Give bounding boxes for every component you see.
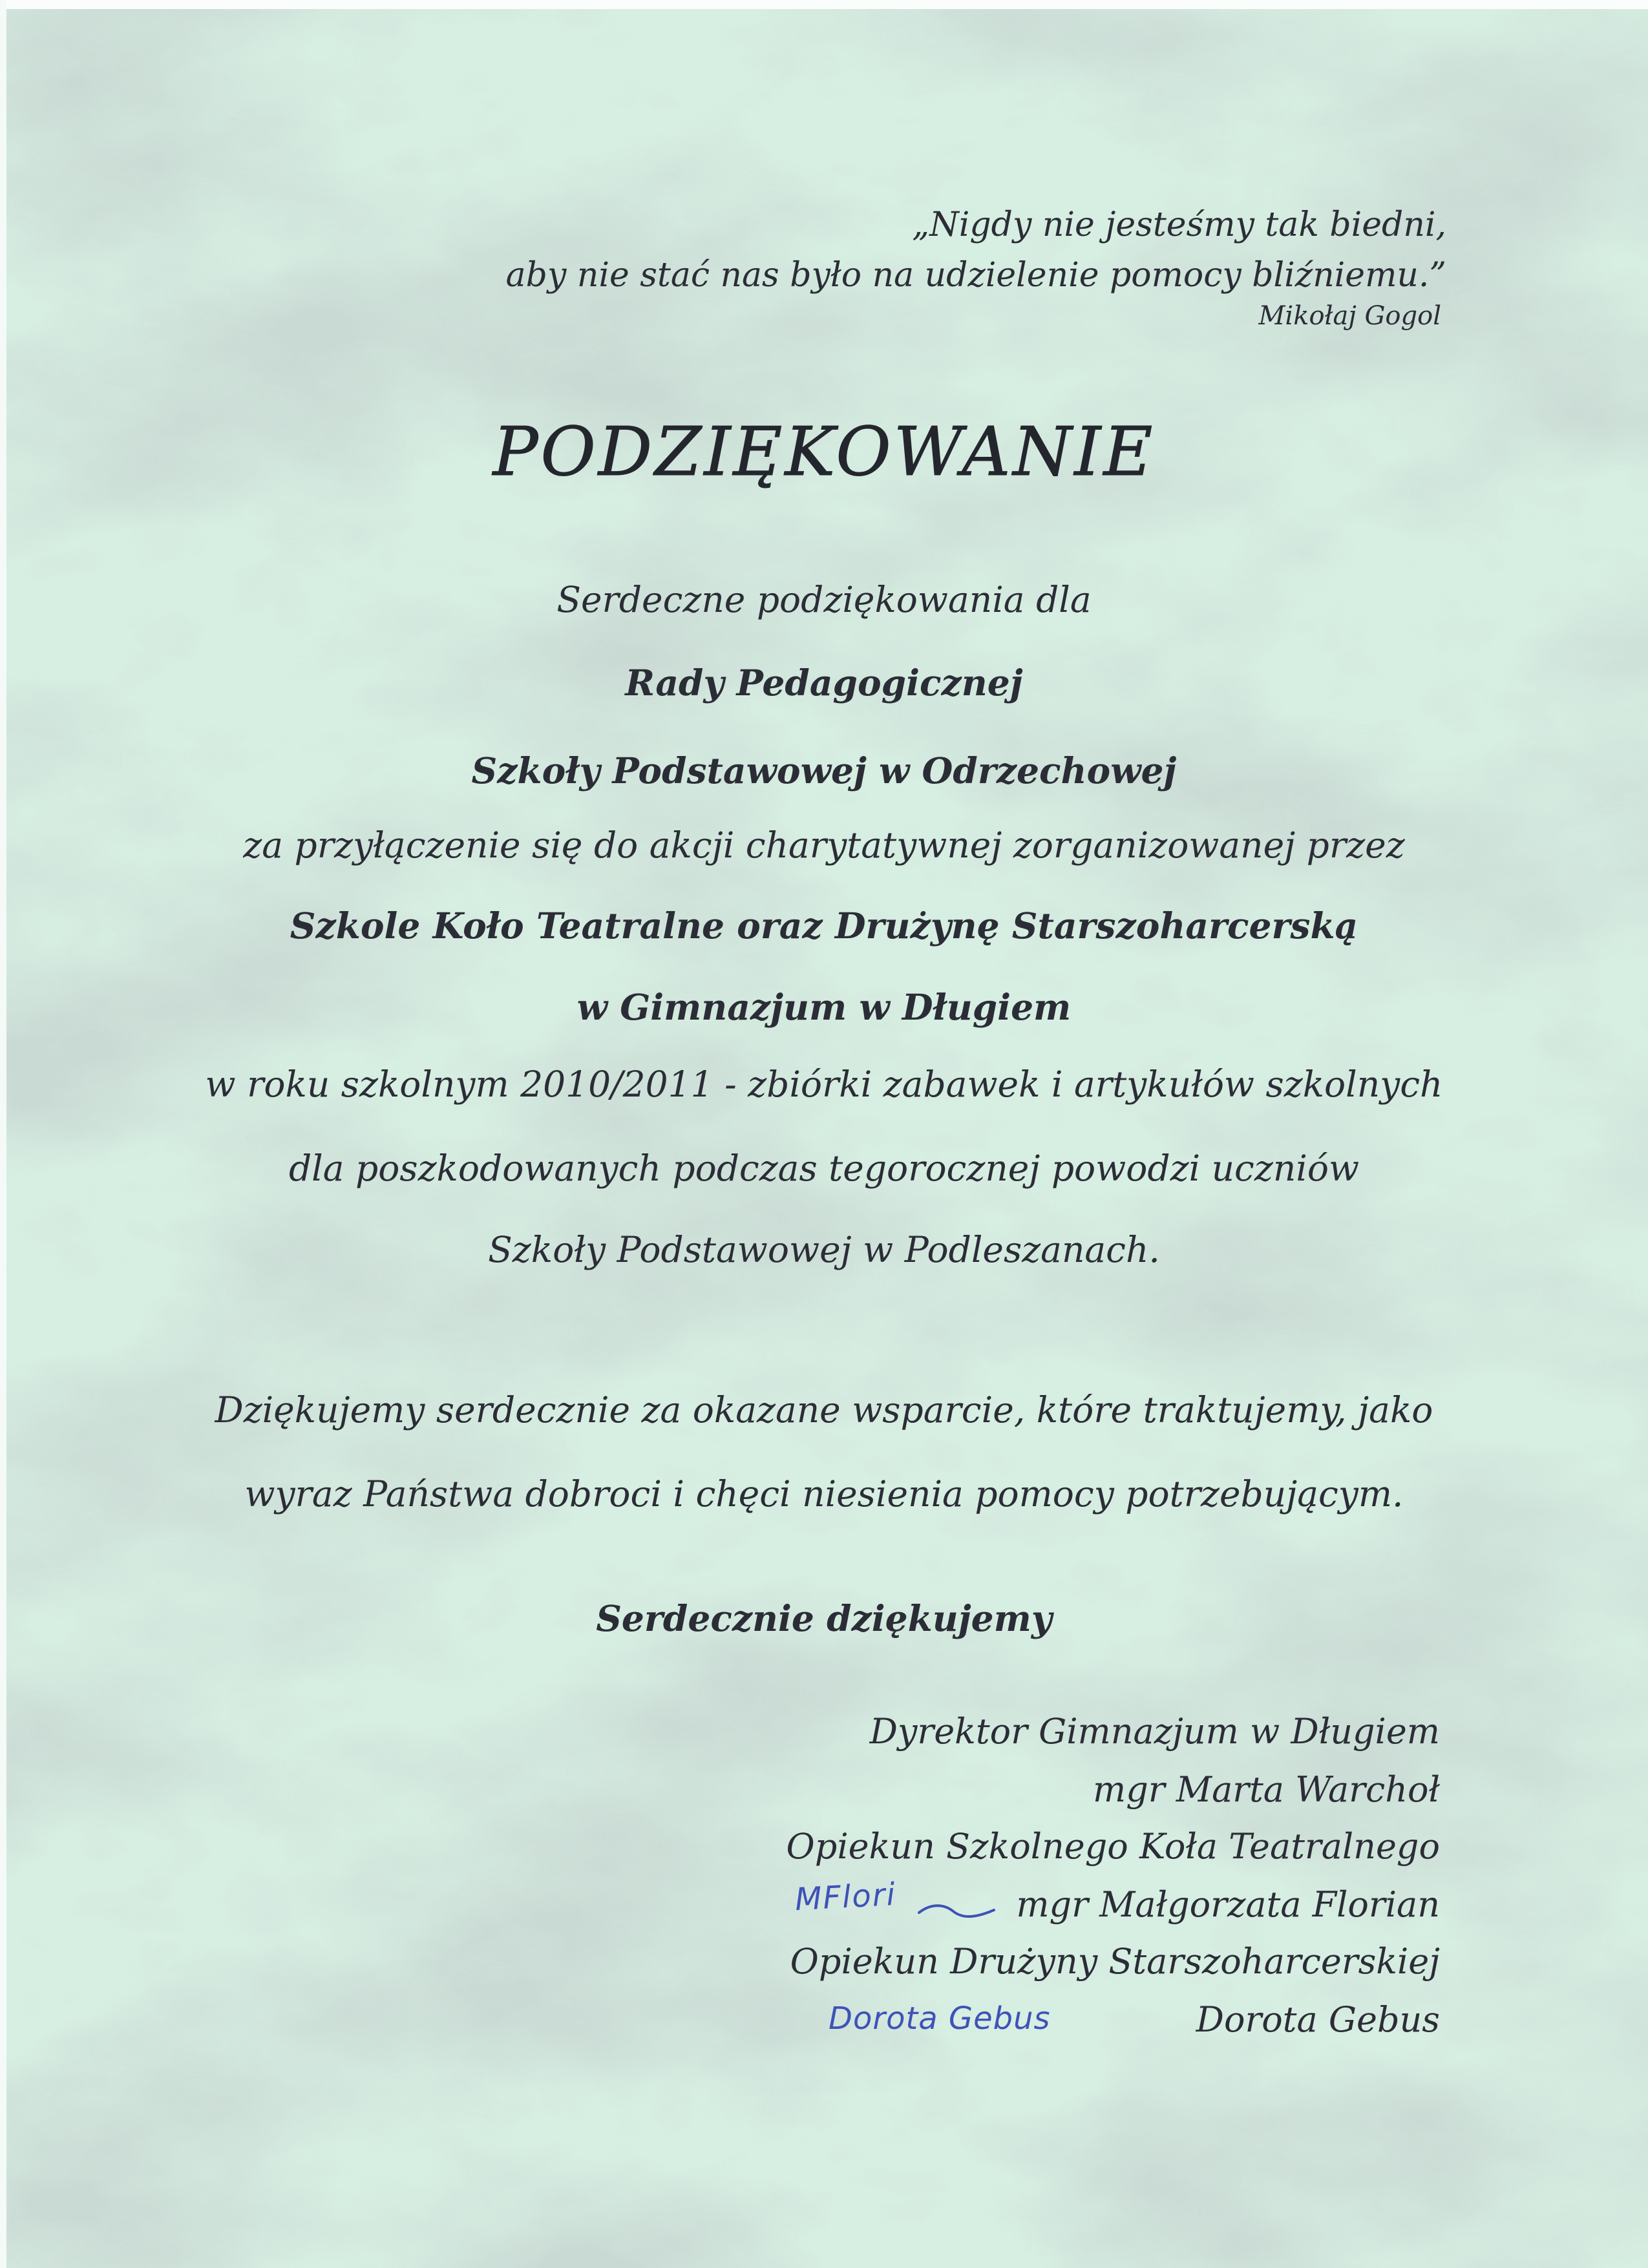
dedication-line: Serdeczne podziękowania dla [556, 579, 1092, 620]
quote-line-2: aby nie stać nas było na udzielenie pomocy bliźniemu.” [505, 256, 1446, 295]
handwritten-signature-2: Dorota Gebus [829, 2000, 1051, 2037]
signature-name-1: mgr Marta Warchoł [1093, 1769, 1440, 1810]
action-line-3: Szkoły Podstawowej w Podleszanach. [488, 1229, 1160, 1270]
quote-author: Mikołaj Gogol [1258, 301, 1441, 331]
scan-edge-top [0, 0, 1648, 9]
quote-line-1: „Nigdy nie jesteśmy tak biedni, [912, 205, 1446, 244]
recipient-line-2: Szkoły Podstawowej w Odrzechowej [471, 750, 1177, 792]
signature-role-1: Dyrektor Gimnazjum w Długiem [869, 1711, 1440, 1752]
action-line-2: dla poszkodowanych podczas tegorocznej powodzi uczniów [288, 1148, 1360, 1189]
recipient-line-1: Rady Pedagogicznej [625, 662, 1023, 704]
thanks-line-1: Dziękujemy serdecznie za okazane wsparcie, które traktujemy, jako [215, 1389, 1433, 1431]
thanks-line-2: wyraz Państwa dobroci i chęci niesienia pomocy potrzebującym. [244, 1473, 1404, 1515]
handwritten-signature-1-stroke [918, 1901, 995, 1920]
signature-role-3: Opiekun Drużyny Starszoharcerskiej [790, 1941, 1440, 1982]
organizer-line-1: Szkole Koło Teatralne oraz Drużynę Starszoharcerską [290, 905, 1358, 947]
signature-name-2: mgr Małgorzata Florian [1016, 1884, 1440, 1925]
action-line-1: w roku szkolnym 2010/2011 - zbiórki zabawek i artykułów szkolnych [205, 1064, 1443, 1105]
signature-name-3: Dorota Gebus [1196, 1999, 1440, 2040]
certificate-title: PODZIĘKOWANIE [492, 412, 1156, 491]
closing-line: Serdecznie dziękujemy [596, 1597, 1052, 1639]
handwritten-signature-1: MFlori [794, 1876, 898, 1918]
signature-role-2: Opiekun Szkolnego Koła Teatralnego [786, 1826, 1440, 1867]
reason-line: za przyłączenie się do akcji charytatywnej zorganizowanej przez [243, 824, 1405, 866]
scan-edge-left [0, 0, 6, 2268]
organizer-line-2: w Gimnazjum w Długiem [576, 986, 1072, 1028]
